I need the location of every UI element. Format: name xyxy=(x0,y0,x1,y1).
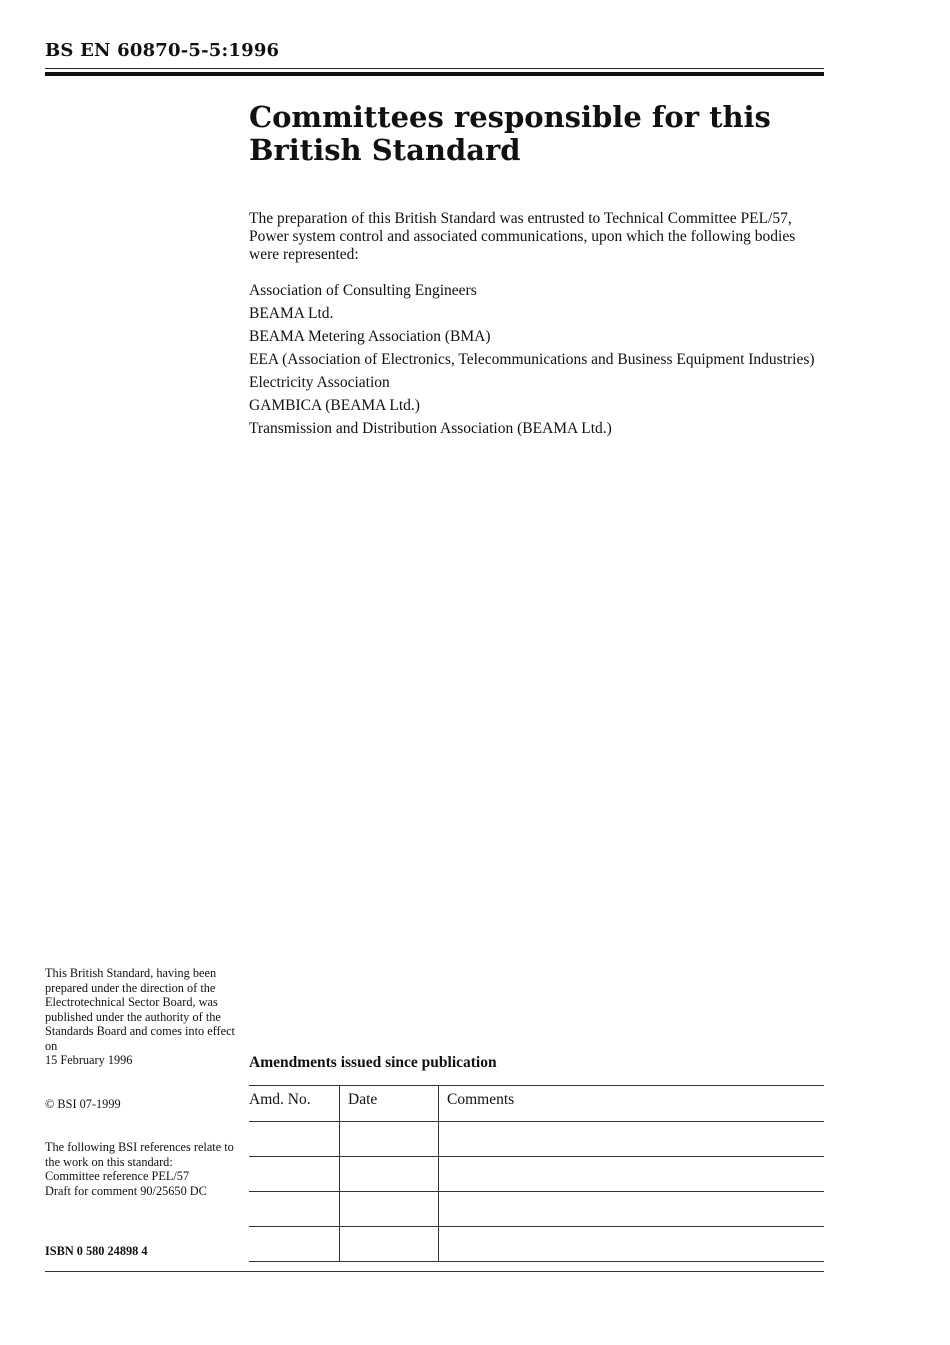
table-header-row xyxy=(249,1086,824,1122)
table-row xyxy=(249,1192,824,1227)
page-title xyxy=(249,101,809,167)
amendments-table xyxy=(249,1085,824,1262)
list-item: BEAMA Ltd. xyxy=(249,305,334,322)
column-header-comments: Comments xyxy=(439,1086,825,1122)
committee-reference: Committee reference PEL/57 xyxy=(45,1169,190,1183)
table-row xyxy=(249,1122,824,1157)
represented-bodies-list xyxy=(249,281,819,442)
bsi-references xyxy=(45,1140,245,1198)
table-cell xyxy=(439,1157,825,1192)
page-title-line-1: Committees responsible for this xyxy=(249,100,771,134)
table-cell xyxy=(249,1227,340,1262)
table-cell xyxy=(340,1192,439,1227)
publication-note xyxy=(45,966,245,1068)
list-item: BEAMA Metering Association (BMA) xyxy=(249,328,491,345)
copyright-note: © BSI 07-1999 xyxy=(45,1097,121,1111)
table-cell xyxy=(340,1157,439,1192)
footer-rule xyxy=(45,1271,824,1272)
list-item: Association of Consulting Engineers xyxy=(249,282,477,299)
list-item: EEA (Association of Electronics, Telecommunications and Business Equipment Industries) xyxy=(249,351,815,368)
list-item: Electricity Association xyxy=(249,374,390,391)
column-header-amd-no: Amd. No. xyxy=(249,1086,340,1122)
intro-paragraph: The preparation of this British Standard was entrusted to Technical Committee PEL/57, Power system control and associated communications, upon which the following bodies were represented: xyxy=(249,210,796,263)
publication-note-text: This British Standard, having been prepared under the direction of the Electrotechnical Sector Board, was published under the authority of the Standards Board and comes into effect on xyxy=(45,966,235,1053)
list-item: Transmission and Distribution Association (BEAMA Ltd.) xyxy=(249,420,612,437)
page-title-line-2: British Standard xyxy=(249,133,521,167)
table-cell xyxy=(249,1157,340,1192)
table-cell xyxy=(340,1122,439,1157)
table-cell xyxy=(439,1122,825,1157)
table-cell xyxy=(439,1227,825,1262)
isbn: ISBN 0 580 24898 4 xyxy=(45,1244,148,1258)
document-id: BS EN 60870-5-5:1996 xyxy=(45,40,280,61)
effective-date: 15 February 1996 xyxy=(45,1053,133,1067)
references-intro: The following BSI references relate to the work on this standard: xyxy=(45,1140,234,1169)
column-header-date: Date xyxy=(340,1086,439,1122)
draft-reference: Draft for comment 90/25650 DC xyxy=(45,1183,207,1198)
list-item: GAMBICA (BEAMA Ltd.) xyxy=(249,397,420,414)
table-row xyxy=(249,1227,824,1262)
amendments-title: Amendments issued since publication xyxy=(249,1054,497,1071)
header-rule-thin xyxy=(45,68,824,69)
header-rule-thick xyxy=(45,72,824,76)
table-row xyxy=(249,1157,824,1192)
table-cell xyxy=(249,1122,340,1157)
table-cell xyxy=(249,1192,340,1227)
table-cell xyxy=(439,1192,825,1227)
table-cell xyxy=(340,1227,439,1262)
